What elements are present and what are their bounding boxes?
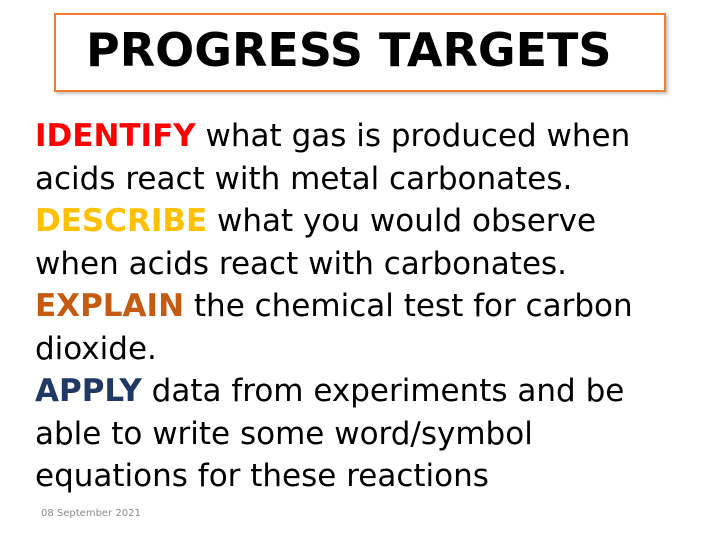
objective-keyword: APPLY — [35, 373, 142, 409]
footer-date: 08 September 2021 — [41, 508, 141, 519]
objective-keyword: DESCRIBE — [35, 203, 208, 239]
objective-text: what gas is produced when acids react with metal carbonates. — [35, 118, 631, 197]
objective-keyword: EXPLAIN — [35, 288, 185, 324]
objective-text: data from experiments and be able to write some word/symbol equations for these reactions — [35, 373, 625, 494]
objective-text: what you would observe when acids react with carbonates. — [35, 203, 597, 282]
objective-identify — [35, 115, 675, 200]
objective-describe — [35, 200, 675, 285]
objective-explain — [35, 285, 675, 370]
slide-title: PROGRESS TARGETS — [86, 23, 612, 77]
objectives-list — [35, 115, 675, 498]
objective-keyword: IDENTIFY — [35, 118, 196, 154]
objective-apply — [35, 370, 675, 498]
objective-text: the chemical test for carbon dioxide. — [35, 288, 633, 367]
